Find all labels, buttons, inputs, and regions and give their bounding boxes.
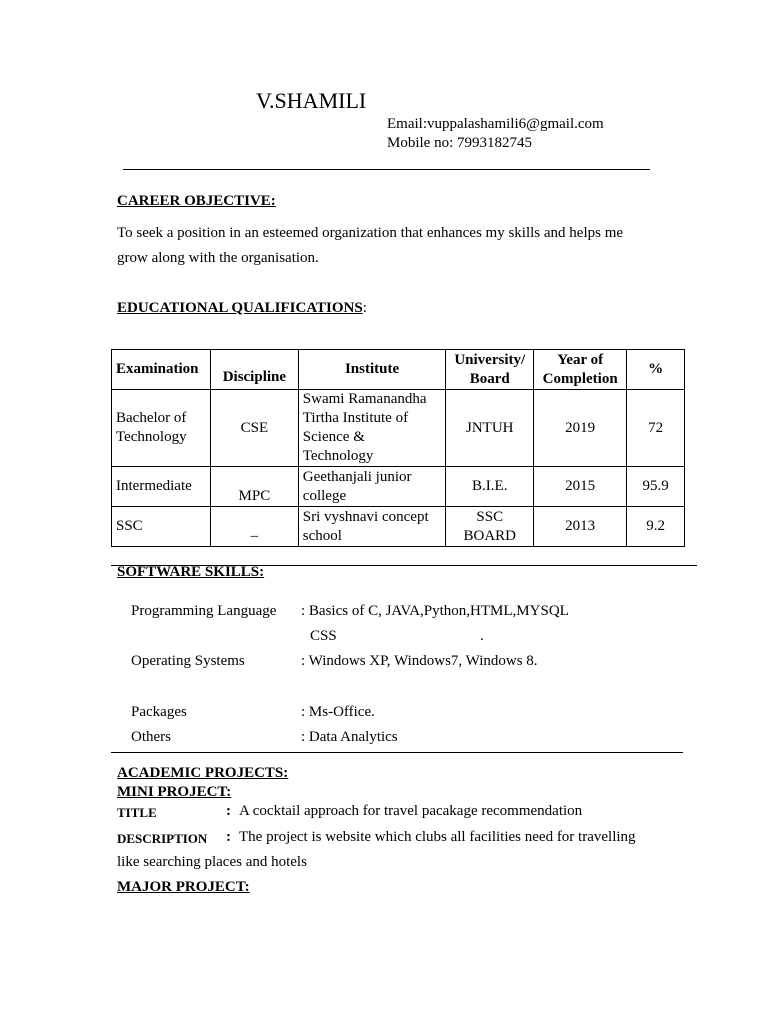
table-row: [112, 467, 685, 507]
description-line-2: like searching places and hotels: [117, 854, 307, 870]
career-objective-line-2: grow along with the organisation.: [117, 250, 319, 266]
cell-examination: SSC: [112, 507, 211, 547]
skill-value-packages: : Ms-Office.: [301, 704, 375, 720]
col-discipline: Discipline: [210, 350, 298, 390]
col-examination: Examination: [112, 350, 211, 390]
col-year-line-1: Year of: [557, 351, 604, 368]
cell-year: 2015: [534, 467, 627, 507]
cell-board-line-2: BOARD: [463, 527, 517, 544]
col-university-line-1: University/: [454, 351, 526, 368]
cell-examination: Intermediate: [112, 467, 211, 507]
cell-institute-line: Sri vyshnavi concept: [302, 508, 429, 525]
cell-institute-line: Geethanjali junior: [302, 468, 412, 485]
career-objective-line-1: To seek a position in an esteemed organization that enhances my skills and helps me: [117, 225, 624, 241]
email: Email:vuppalashamili6@gmail.com: [387, 116, 604, 132]
cell-institute: [298, 507, 446, 547]
academic-projects-heading: ACADEMIC PROJECTS:: [117, 765, 289, 781]
cell-examination-line-2: Technology: [116, 429, 187, 445]
cell-board: B.I.E.: [446, 467, 534, 507]
cell-institute: [298, 467, 446, 507]
skill-value-os: : Windows XP, Windows7, Windows 8.: [301, 653, 538, 669]
mobile-number: Mobile no: 7993182745: [387, 135, 532, 151]
cell-institute-line: Swami Ramanandha: [302, 391, 427, 407]
title-value: A cocktail approach for travel pacakage recommendation: [239, 803, 583, 819]
cell-board: [446, 507, 534, 547]
major-project-heading: MAJOR PROJECT:: [117, 879, 250, 895]
description-label: DESCRIPTION: [117, 831, 208, 846]
skill-value-programming-dot: .: [480, 628, 484, 644]
skill-label-programming: Programming Language: [131, 603, 277, 619]
cell-year: 2019: [534, 390, 627, 467]
cell-institute-line: Science &: [302, 429, 365, 445]
skill-value-programming-cont: CSS: [310, 628, 337, 644]
col-percent: %: [627, 350, 685, 390]
table-row: [112, 390, 685, 467]
col-university: [446, 350, 534, 390]
skill-value-programming: : Basics of C, JAVA,Python,HTML,MYSQL: [301, 603, 569, 619]
cell-board: JNTUH: [446, 390, 534, 467]
cell-institute-line: Tirtha Institute of: [302, 410, 409, 426]
education-heading-wrapper: [117, 300, 367, 317]
cell-percent: 9.2: [627, 507, 685, 547]
title-label: TITLE: [117, 805, 157, 820]
col-university-line-2: Board: [469, 370, 510, 387]
col-year-line-2: Completion: [542, 370, 618, 387]
cell-percent: 95.9: [627, 467, 685, 507]
cell-examination: [112, 390, 211, 467]
software-skills-heading: SOFTWARE SKILLS:: [117, 564, 265, 580]
col-year: [534, 350, 627, 390]
cell-institute-line: Technology: [302, 448, 374, 464]
cell-percent: 72: [627, 390, 685, 467]
cell-discipline: –: [210, 507, 298, 547]
skills-divider-bottom: [111, 752, 683, 753]
cell-year: 2013: [534, 507, 627, 547]
education-heading-colon: :: [362, 300, 367, 316]
candidate-name: V.SHAMILI: [256, 88, 367, 113]
skill-label-packages: Packages: [131, 704, 187, 720]
education-heading: EDUCATIONAL QUALIFICATIONS: [117, 300, 363, 316]
title-colon: :: [226, 803, 231, 819]
description-colon: :: [226, 829, 231, 845]
skill-label-os: Operating Systems: [131, 653, 245, 669]
header-divider: [123, 169, 650, 170]
cell-institute: [298, 390, 446, 467]
cell-discipline: MPC: [210, 467, 298, 507]
skill-label-others: Others: [131, 729, 171, 745]
cell-institute-line: school: [302, 527, 342, 544]
career-objective-heading: CAREER OBJECTIVE:: [117, 193, 276, 209]
education-table: [111, 349, 685, 547]
col-institute: Institute: [298, 350, 446, 390]
description-line-1: The project is website which clubs all facilities need for travelling: [239, 829, 636, 845]
mini-project-heading: MINI PROJECT:: [117, 784, 232, 800]
cell-institute-line: college: [302, 487, 347, 504]
cell-board-line-1: SSC: [476, 508, 504, 525]
table-row: [112, 507, 685, 547]
table-header-row: [112, 350, 685, 390]
skill-value-others: : Data Analytics: [301, 729, 398, 745]
cell-examination-line-1: Bachelor of: [116, 410, 187, 426]
cell-discipline: CSE: [210, 390, 298, 467]
